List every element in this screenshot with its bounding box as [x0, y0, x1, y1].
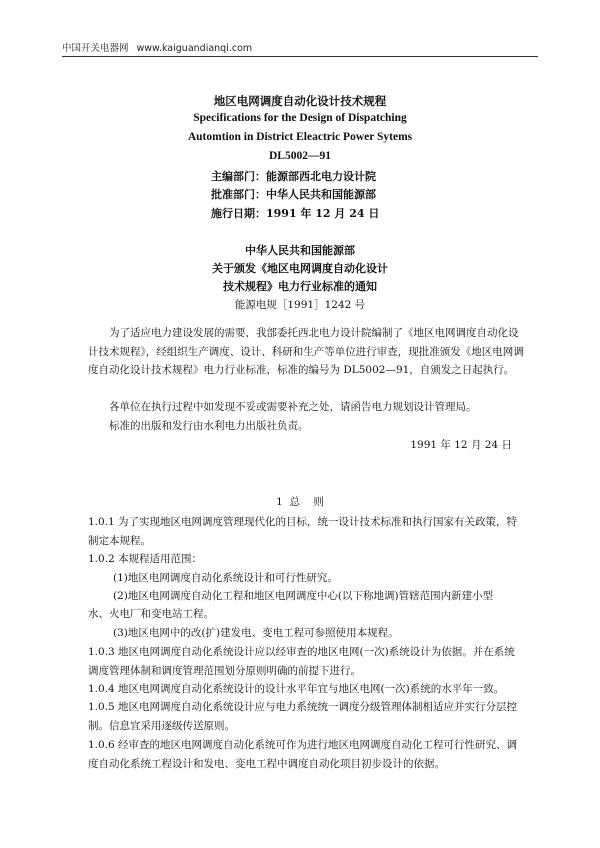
- scope-item-1: (1)地区电网调度自动化系统设计和可行性研究。: [113, 572, 338, 584]
- clause-1-0-3: 1.0.3 地区电网调度自动化系统设计应以经审查的地区电网(一次)系统设计为依据。并在系统调度管理体制和调度管理范围划分原则明确的前提下进行。: [88, 646, 515, 677]
- header-divider: [62, 56, 538, 57]
- page-header: [62, 40, 252, 54]
- clause-1-0-2: 1.0.2 本规程适用范围：: [88, 553, 203, 565]
- clause-1-0-5: 1.0.5 地区电网调度自动化系统设计应与电力系统统一调度分级管理体制相适应并实行分层控制。信息宜采用逐级传送原则。: [88, 701, 518, 732]
- chapter-number: 1: [276, 496, 283, 508]
- document-title: 地区电网调度自动化设计技术规程: [213, 94, 387, 108]
- notice-body-2: 各单位在执行过程中如发现不妥或需要补充之处，请函告电力规划设计管理局。: [109, 401, 477, 413]
- editor-department: 主编部门：能源部西北电力设计院: [211, 170, 376, 183]
- notice-date: 1991 年 12 月 24 日: [410, 439, 512, 451]
- notice-heading-line-1: 关于颁发《地区电网调度自动化设计: [212, 262, 388, 275]
- notice-issuer: 中华人民共和国能源部: [245, 244, 355, 257]
- approval-department: 批准部门：中华人民共和国能源部: [211, 188, 376, 201]
- scope-item-2: (2)地区电网调度自动化工程和地区电网调度中心(以下称地调)管辖范围内新建小型: [113, 590, 494, 602]
- notice-body: 为了适应电力建设发展的需要，我部委托西北电力设计院编制了《地区电网调度自动化设计技术规程》，经组织生产调度、设计、科研和生产等单位进行审查，现批准颁发《地区电网调度自动化设计技术规程》电力行业标准，标准的编号为 DL5002—91，自颁发之日起执行。: [88, 327, 524, 376]
- english-title-line-1: Specifications for the Design of Dispatching: [193, 112, 407, 124]
- standard-code: DL5002—91: [269, 150, 331, 162]
- header-site-url[interactable]: www.kaiguandianqi.com: [136, 43, 253, 54]
- scope-item-3: (3)地区电网中的改(扩)建发电、变电工程可参照使用本规程。: [113, 627, 399, 639]
- scope-item-2-continued: 水、火电厂和变电站工程。: [88, 608, 214, 620]
- effective-date: 施行日期：1991 年 12 月 24 日: [211, 207, 380, 220]
- notice-heading-line-2: 技术规程》电力行业标准的通知: [223, 280, 377, 293]
- notice-document-number: 能源电规［1991］1242 号: [234, 299, 366, 311]
- header-brand: 中国开关电器网: [62, 43, 129, 54]
- clause-1-0-6: 1.0.6 经审查的地区电网调度自动化系统可作为进行地区电网调度自动化工程可行性研究、调度自动化系统工程设计和发电、变电工程中调度自动化项目初步设计的依据。: [88, 739, 518, 770]
- clause-1-0-4: 1.0.4 地区电网调度自动化系统设计的设计水平年宜与地区电网(一次)系统的水平年一致。: [88, 683, 505, 695]
- english-title-line-2: Automtion in District Eleactric Power Sytems: [187, 131, 413, 143]
- chapter-title: 总 则: [289, 496, 324, 508]
- chapter-heading: [0, 494, 600, 509]
- clause-1-0-1: 1.0.1 为了实现地区电网调度管理现代化的目标，统一设计技术标准和执行国家有关政策，特制定本规程。: [88, 516, 518, 547]
- notice-body-3: 标准的出版和发行由水利电力出版社负责。: [109, 420, 309, 432]
